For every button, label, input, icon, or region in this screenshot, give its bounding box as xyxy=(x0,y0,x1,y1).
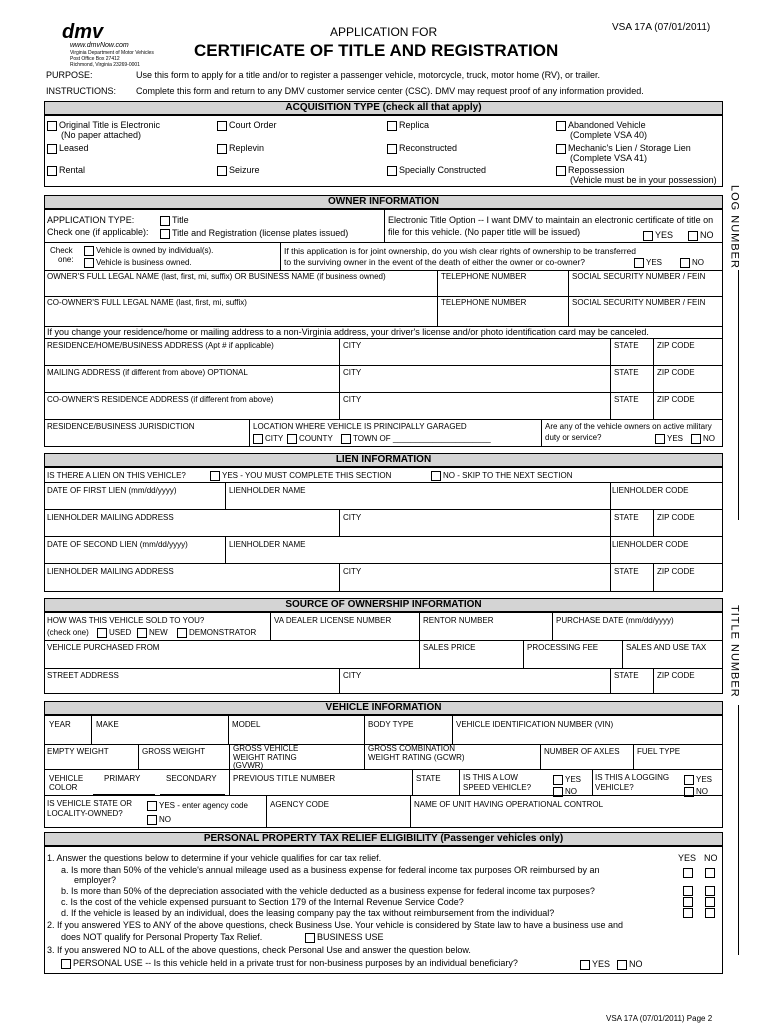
mail-zip-label: ZIP CODE xyxy=(657,368,695,377)
agency-name: Virginia Department of Motor Vehicles xyxy=(70,50,154,56)
checkbox[interactable] xyxy=(47,166,57,176)
coowner-ssn-label: SOCIAL SECURITY NUMBER / FEIN xyxy=(572,298,706,307)
checkbox[interactable] xyxy=(147,815,157,825)
checkbox[interactable] xyxy=(431,471,441,481)
log-number-line xyxy=(738,270,739,520)
divider xyxy=(459,769,460,795)
sales-price-label: SALES PRICE xyxy=(423,643,476,652)
purchased-from-label: VEHICLE PURCHASED FROM xyxy=(47,643,160,652)
acq-reconstructed[interactable] xyxy=(387,143,457,154)
lien-question: IS THERE A LIEN ON THIS VEHICLE? xyxy=(47,471,186,480)
empty-weight-label: EMPTY WEIGHT xyxy=(47,747,109,756)
vehicle-header: VEHICLE INFORMATION xyxy=(44,701,723,715)
acq-leased[interactable] xyxy=(47,143,89,154)
divider xyxy=(364,715,365,744)
lien-no[interactable] xyxy=(431,471,573,481)
label: Repossession xyxy=(568,165,625,175)
purpose-label: PURPOSE: xyxy=(46,70,93,80)
label: Abandoned Vehicle xyxy=(568,120,646,130)
purpose-text: Use this form to apply for a title and/or to register a passenger vehicle, motorcycle, truck, motor home (RV), or trailer. xyxy=(136,70,601,80)
label: DEMONSTRATOR xyxy=(189,628,257,638)
divider xyxy=(44,769,723,770)
log-number-label: LOG NUMBER xyxy=(728,185,741,269)
street-label: STREET ADDRESS xyxy=(47,671,119,680)
year-label: YEAR xyxy=(49,720,71,729)
divider xyxy=(266,795,267,828)
form-number: VSA 17A (07/01/2011) xyxy=(612,22,711,33)
res-addr-label: RESIDENCE/HOME/BUSINESS ADDRESS (Apt # if applicable) xyxy=(47,341,274,350)
qd-yes-box[interactable] xyxy=(683,908,693,918)
checkbox[interactable] xyxy=(305,933,315,943)
garaged-city[interactable] xyxy=(253,434,283,444)
divider xyxy=(44,795,723,796)
joint-yes[interactable] xyxy=(634,258,662,268)
checkbox[interactable] xyxy=(137,628,147,638)
label: NO xyxy=(629,959,643,969)
etitle-no[interactable] xyxy=(688,230,714,241)
divider xyxy=(225,482,226,509)
acq-replica[interactable] xyxy=(387,120,429,131)
pptr-yes-col: YES xyxy=(678,853,697,863)
qc-no-box[interactable] xyxy=(705,897,715,907)
label: NO xyxy=(703,434,715,444)
label: NO - SKIP TO THE NEXT SECTION xyxy=(443,471,573,481)
gov-yes[interactable] xyxy=(147,801,248,811)
acq-court[interactable] xyxy=(217,120,277,131)
label: Original Title is Electronic xyxy=(59,120,161,130)
lien-yes[interactable] xyxy=(210,471,391,481)
qb-yes-box[interactable] xyxy=(683,886,693,896)
divider xyxy=(412,769,413,795)
model-label: MODEL xyxy=(232,720,261,729)
lien2-city-label: CITY xyxy=(343,567,362,576)
logging-yes[interactable] xyxy=(684,775,712,785)
checkbox[interactable] xyxy=(387,166,397,176)
divider xyxy=(249,419,250,447)
title-number-line xyxy=(738,705,739,955)
checkbox[interactable] xyxy=(47,121,57,131)
co-zip-label: ZIP CODE xyxy=(657,395,695,404)
primary-color-label: PRIMARY xyxy=(104,774,141,783)
divider xyxy=(610,668,611,694)
acq-mechanic-note: (Complete VSA 41) xyxy=(570,153,648,163)
app-type-title-reg[interactable] xyxy=(160,228,348,239)
dmv-logo xyxy=(44,22,184,70)
label: YES xyxy=(667,434,684,444)
divider xyxy=(339,509,340,536)
rentor-label: RENTOR NUMBER xyxy=(423,616,494,625)
personal-use[interactable] xyxy=(61,958,518,969)
qb-no-box[interactable] xyxy=(705,886,715,896)
lien2-holder-label: LIENHOLDER NAME xyxy=(229,540,306,549)
acq-specially[interactable] xyxy=(387,165,486,176)
label: NO xyxy=(700,230,714,240)
lien2-zip-label: ZIP CODE xyxy=(657,567,695,576)
acquisition-header: ACQUISITION TYPE (check all that apply) xyxy=(44,101,723,115)
joint-ownership: If this application is for joint ownership, do you wish clear rights of ownership to be transferred to the surviving owner in the event of the death of either the owner or co-owner? xyxy=(284,246,636,267)
checkbox[interactable] xyxy=(217,144,227,154)
divider xyxy=(552,612,553,640)
logo-url: www.dmvNow.com xyxy=(70,42,129,49)
unit-label: NAME OF UNIT HAVING OPERATIONAL CONTROL xyxy=(414,800,604,809)
app-type-title[interactable] xyxy=(160,215,189,226)
business-use[interactable] xyxy=(305,932,384,943)
label: YES xyxy=(655,230,674,240)
how-sold-label: HOW WAS THIS VEHICLE SOLD TO YOU? xyxy=(47,616,205,625)
instructions-label: INSTRUCTIONS: xyxy=(46,86,117,96)
label: NO xyxy=(159,815,171,825)
divider xyxy=(44,338,723,339)
pptr-qa2: employer? xyxy=(74,875,117,885)
divider xyxy=(228,715,229,744)
checkbox[interactable] xyxy=(556,121,566,131)
coowner-name-label: CO-OWNER'S FULL LEGAL NAME (last, first, mi, suffix) xyxy=(47,298,247,307)
label: Replevin xyxy=(229,143,265,153)
res-city-label: CITY xyxy=(343,341,362,350)
instructions-text: Complete this form and return to any DMV customer service center (CSC). DMV may request proof of any information provided. xyxy=(136,86,644,96)
divider xyxy=(44,482,723,483)
divider xyxy=(91,715,92,744)
checkbox[interactable] xyxy=(97,628,107,638)
app-type-label: APPLICATION TYPE: xyxy=(47,215,135,225)
pptr-q2b: does NOT qualify for Personal Property Tax Relief. xyxy=(61,932,263,942)
label: NO xyxy=(565,787,577,797)
checkbox[interactable] xyxy=(177,628,187,638)
checkbox[interactable] xyxy=(253,434,263,444)
divider xyxy=(568,270,569,326)
label: YES xyxy=(592,959,611,969)
checkbox[interactable] xyxy=(556,166,566,176)
checkbox[interactable] xyxy=(387,121,397,131)
checkbox[interactable] xyxy=(160,229,170,239)
label: Vehicle is business owned. xyxy=(96,258,192,268)
acq-repossession-note: (Vehicle must be in your possession) xyxy=(570,175,717,185)
garaged-label: LOCATION WHERE VEHICLE IS PRINCIPALLY GARAGED xyxy=(253,422,467,431)
prev-title-label: PREVIOUS TITLE NUMBER xyxy=(233,774,336,783)
acq-rental[interactable] xyxy=(47,165,85,176)
check-label: Check xyxy=(50,246,73,255)
co-res-label: CO-OWNER'S RESIDENCE ADDRESS (if different from above) xyxy=(47,395,274,404)
checkbox[interactable] xyxy=(387,144,397,154)
qc-yes-box[interactable] xyxy=(683,897,693,907)
pptr-q2: 2. If you answered YES to ANY of the above questions, check Business Use. Your vehicle is considered by State law to have a business use and xyxy=(47,920,624,930)
divider xyxy=(138,744,139,769)
pptr-qc: c. Is the cost of the vehicle expensed pursuant to Section 179 of the Internal Revenue Service Code? xyxy=(61,897,464,907)
divider xyxy=(44,536,723,537)
lien1-holder-label: LIENHOLDER NAME xyxy=(229,486,306,495)
garaged-town[interactable] xyxy=(341,434,491,444)
body-label: BODY TYPE xyxy=(368,720,414,729)
military-no[interactable] xyxy=(691,434,715,444)
check-one-label: Check one (if applicable): xyxy=(47,227,149,237)
checkbox[interactable] xyxy=(341,434,351,444)
checkbox[interactable] xyxy=(580,960,590,970)
divider xyxy=(44,270,723,271)
pptr-qa: a. Is more than 50% of the vehicle's annual mileage used as a business expense for federal income tax purposes OR reimbursed by an xyxy=(61,865,600,875)
lien2-code-label: LIENHOLDER CODE xyxy=(612,540,689,549)
checkbox[interactable] xyxy=(47,144,57,154)
label: USED xyxy=(109,628,132,638)
gcwr-label: GROSS COMBINATION WEIGHT RATING (GCWR) xyxy=(368,744,465,762)
pptr-qb: b. Is more than 50% of the depreciation associated with the vehicle deducted as a business expense for federal income tax purposes? xyxy=(61,886,595,896)
divider xyxy=(339,563,340,592)
label: Court Order xyxy=(229,120,277,130)
divider xyxy=(384,209,385,242)
gross-weight-label: GROSS WEIGHT xyxy=(142,747,206,756)
label: Replica xyxy=(399,120,430,130)
qd-no-box[interactable] xyxy=(705,908,715,918)
label: Rental xyxy=(59,165,86,175)
personal-yes[interactable] xyxy=(580,959,610,970)
checkbox[interactable] xyxy=(634,258,644,268)
joint-no[interactable] xyxy=(680,258,704,268)
lien1-state-label: STATE xyxy=(614,513,639,522)
lien1-mail-label: LIENHOLDER MAILING ADDRESS xyxy=(47,513,174,522)
divider xyxy=(653,509,654,536)
label: YES - enter agency code xyxy=(159,801,248,811)
sold-used[interactable] xyxy=(97,628,131,638)
checkbox[interactable] xyxy=(61,959,71,969)
owner-tel-label: TELEPHONE NUMBER xyxy=(441,272,527,281)
mail-state-label: STATE xyxy=(614,368,639,377)
military-yes[interactable] xyxy=(655,434,683,444)
co-city-label: CITY xyxy=(343,395,362,404)
divider xyxy=(44,509,723,510)
divider xyxy=(44,242,723,243)
checkbox[interactable] xyxy=(556,144,566,154)
lien2-state-label: STATE xyxy=(614,567,639,576)
owned-individual[interactable] xyxy=(84,246,213,256)
divider xyxy=(437,270,438,326)
checkbox[interactable] xyxy=(217,121,227,131)
po-box: Post Office Box 27412 xyxy=(70,56,120,62)
address-notice: If you change your residence/home or mailing address to a non-Virginia address, your driver's license and/or photo identification card may be canceled. xyxy=(47,327,649,337)
divider xyxy=(633,744,634,769)
label: Specially Constructed xyxy=(399,165,487,175)
checkbox[interactable] xyxy=(84,258,94,268)
make-label: MAKE xyxy=(96,720,119,729)
checkbox[interactable] xyxy=(643,231,653,241)
divider xyxy=(364,744,365,769)
military-label: Are any of the vehicle owners on active military duty or service? xyxy=(545,422,712,442)
divider xyxy=(541,419,542,447)
footer: VSA 17A (07/01/2011) Page 2 xyxy=(606,1014,713,1023)
acq-seizure[interactable] xyxy=(217,165,260,176)
checkbox[interactable] xyxy=(287,434,297,444)
label: BUSINESS USE xyxy=(317,932,384,942)
secondary-color-label: SECONDARY xyxy=(166,774,217,783)
check-one: (check one) xyxy=(47,628,89,637)
page-title: CERTIFICATE OF TITLE AND REGISTRATION xyxy=(194,41,559,60)
label: Mechanic's Lien / Storage Lien xyxy=(568,143,691,153)
label: YES xyxy=(646,258,663,268)
res-state-label: STATE xyxy=(614,341,639,350)
dealer-label: VA DEALER LICENSE NUMBER xyxy=(274,616,392,625)
checkbox[interactable] xyxy=(210,471,220,481)
checkbox[interactable] xyxy=(684,775,694,785)
owner-header: OWNER INFORMATION xyxy=(44,195,723,209)
divider xyxy=(653,563,654,592)
qa-yes-box[interactable] xyxy=(683,868,693,878)
divider xyxy=(270,612,271,640)
label: Title xyxy=(172,215,189,225)
title-number-label: TITLE NUMBER xyxy=(728,605,741,698)
res-zip-label: ZIP CODE xyxy=(657,341,695,350)
gov-no[interactable] xyxy=(147,815,171,825)
pptr-header: PERSONAL PROPERTY TAX RELIEF ELIGIBILITY (Passenger vehicles only) xyxy=(44,832,723,846)
checkbox[interactable] xyxy=(147,801,157,811)
divider xyxy=(653,668,654,694)
lien1-date-label: DATE OF FIRST LIEN (mm/dd/yyyy) xyxy=(47,486,177,495)
purchase-date-label: PURCHASE DATE (mm/dd/yyyy) xyxy=(556,616,674,625)
processing-fee-label: PROCESSING FEE xyxy=(527,643,599,652)
checkbox[interactable] xyxy=(680,258,690,268)
divider xyxy=(653,338,654,419)
divider xyxy=(523,640,524,668)
divider xyxy=(610,482,611,592)
owner-name-label: OWNER'S FULL LEGAL NAME (last, first, mi, suffix) OR BUSINESS NAME (if business owned) xyxy=(47,272,386,281)
label: NO xyxy=(692,258,704,268)
label: YES xyxy=(696,775,713,785)
label: YES xyxy=(565,775,582,785)
label: NO xyxy=(696,787,708,797)
pptr-q3: 3. If you answered NO to ALL of the above questions, check Personal Use and answer the question below. xyxy=(47,945,471,955)
lien2-mail-label: LIENHOLDER MAILING ADDRESS xyxy=(47,567,174,576)
label: COUNTY xyxy=(299,434,333,444)
divider xyxy=(410,795,411,828)
divider xyxy=(592,769,593,795)
prev-state-label: STATE xyxy=(416,774,441,783)
mail-city-label: CITY xyxy=(343,368,362,377)
jurisdiction-label: RESIDENCE/BUSINESS JURISDICTION xyxy=(47,422,195,431)
mail-addr-label: MAILING ADDRESS (if different from above) OPTIONAL xyxy=(47,368,248,377)
pptr-qd: d. If the vehicle is leased by an individual, does the leasing company pay the tax without reimbursement from the individual? xyxy=(61,908,555,918)
label: Vehicle is owned by individual(s). xyxy=(96,246,214,256)
lien1-city-label: CITY xyxy=(343,513,362,522)
qa-no-box[interactable] xyxy=(705,868,715,878)
source-state-label: STATE xyxy=(614,671,639,680)
lien1-code-label: LIENHOLDER CODE xyxy=(612,486,689,495)
agency-code-label: AGENCY CODE xyxy=(270,800,329,809)
checkbox[interactable] xyxy=(691,434,701,444)
checkbox[interactable] xyxy=(688,231,698,241)
checkbox[interactable] xyxy=(84,246,94,256)
etitle-option: Electronic Title Option -- I want DMV to maintain an electronic certificate of title on file for this vehicle. (No paper title will be issued) xyxy=(388,215,714,237)
etitle-yes[interactable] xyxy=(643,230,673,241)
gvwr-label: GROSS VEHICLE WEIGHT RATING (GVWR) xyxy=(233,744,299,770)
checkbox[interactable] xyxy=(160,216,170,226)
source-city-label: CITY xyxy=(343,671,362,680)
app-for: APPLICATION FOR xyxy=(330,25,438,39)
label: PERSONAL USE -- Is this vehicle held in a private trust for non-business purposes by an individual beneficiary? xyxy=(73,958,518,968)
pptr-q1: 1. Answer the questions below to determine if your vehicle qualifies for car tax relief. xyxy=(47,853,382,863)
label: CITY xyxy=(265,434,284,444)
co-state-label: STATE xyxy=(614,395,639,404)
sold-new[interactable] xyxy=(137,628,168,638)
acq-original-note: (No paper attached) xyxy=(61,130,142,140)
checkbox[interactable] xyxy=(553,775,563,785)
checkbox[interactable] xyxy=(217,166,227,176)
checkbox[interactable] xyxy=(617,960,627,970)
sold-demo[interactable] xyxy=(177,628,256,638)
label: NEW xyxy=(149,628,168,638)
divider xyxy=(610,338,611,419)
divider xyxy=(540,744,541,769)
personal-no[interactable] xyxy=(617,959,643,970)
divider xyxy=(225,536,226,563)
divider xyxy=(44,419,723,420)
vehicle-color-label: VEHICLE COLOR xyxy=(49,774,84,792)
label: Leased xyxy=(59,143,89,153)
vin-label: VEHICLE IDENTIFICATION NUMBER (VIN) xyxy=(456,720,614,729)
one-label: one: xyxy=(58,255,74,264)
divider xyxy=(452,715,453,744)
label: TOWN OF ______________________ xyxy=(353,434,491,444)
label: Reconstructed xyxy=(399,143,458,153)
garaged-county[interactable] xyxy=(287,434,333,444)
label: Seizure xyxy=(229,165,260,175)
lien-header: LIEN INFORMATION xyxy=(44,453,723,467)
logo-mark: dmv xyxy=(62,21,104,43)
low-speed-label: IS THIS A LOW SPEED VEHICLE? xyxy=(463,773,532,792)
lien1-zip-label: ZIP CODE xyxy=(657,513,695,522)
owner-ssn-label: SOCIAL SECURITY NUMBER / FEIN xyxy=(572,272,706,281)
owned-business[interactable] xyxy=(84,258,192,268)
divider xyxy=(280,242,281,270)
coowner-tel-label: TELEPHONE NUMBER xyxy=(441,298,527,307)
divider xyxy=(44,668,723,669)
divider xyxy=(44,296,723,297)
divider xyxy=(339,668,340,694)
source-zip-label: ZIP CODE xyxy=(657,671,695,680)
fuel-label: FUEL TYPE xyxy=(637,747,681,756)
divider xyxy=(622,640,623,668)
logging-label: IS THIS A LOGGING VEHICLE? xyxy=(595,773,670,792)
sales-tax-label: SALES AND USE TAX xyxy=(626,643,707,652)
gov-owned-label: IS VEHICLE STATE OR LOCALITY-OWNED? xyxy=(47,799,133,818)
divider xyxy=(339,338,340,419)
label: Title and Registration (license plates issued) xyxy=(172,228,349,238)
acq-abandoned-note: (Complete VSA 40) xyxy=(570,130,648,140)
acq-replevin[interactable] xyxy=(217,143,264,154)
divider xyxy=(44,563,723,564)
source-header: SOURCE OF OWNERSHIP INFORMATION xyxy=(44,598,723,612)
checkbox[interactable] xyxy=(655,434,665,444)
divider xyxy=(44,365,723,366)
axles-label: NUMBER OF AXLES xyxy=(544,747,620,756)
pptr-no-col: NO xyxy=(704,853,718,863)
divider xyxy=(44,392,723,393)
low-speed-yes[interactable] xyxy=(553,775,581,785)
label: YES - YOU MUST COMPLETE THIS SECTION xyxy=(222,471,392,481)
agency-city: Richmond, Virginia 23269-0001 xyxy=(70,62,140,68)
lien2-date-label: DATE OF SECOND LIEN (mm/dd/yyyy) xyxy=(47,540,188,549)
